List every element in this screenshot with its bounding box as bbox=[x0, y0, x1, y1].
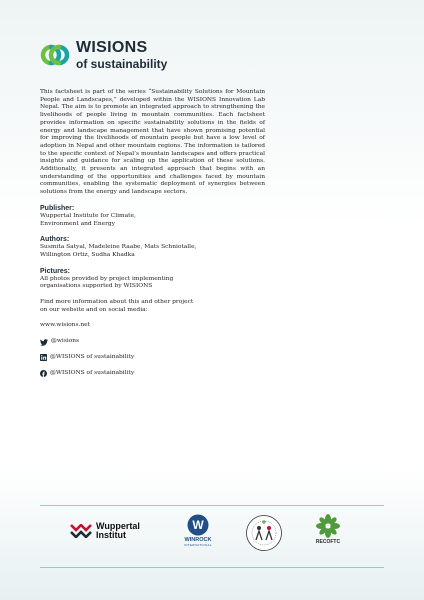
wuppertal-logo bbox=[70, 522, 140, 540]
recoftc-flower-icon bbox=[315, 513, 341, 539]
brand-name: WISIONS bbox=[76, 39, 148, 56]
twitter-icon bbox=[40, 339, 48, 346]
wuppertal-line2: Institut bbox=[96, 530, 126, 540]
intro-paragraph: This factsheet is part of the series “Sustainability Solutions for Mountain People and Landscapes,” developed within the WISIONS Innovation Lab Nepal. The aim is to promote an integrated approach to strengthening the livelihoods of people living in mountain communities. Each factsheet provides information on specific sustainability solutions in the fields of energy and landscape management that have shown promising potential for improving the livelihoods of mountain people but have a low level of adoption in Nepal and other mountain regions. The information is tailored to the specific context of Nepal’s mountain landscapes and offers practical insights and guidance for scaling up the application of these solutions. Additionally, it presents an integrated approach that begins with an understanding of the opportunities and challenges faced by mountain communities, enabling the systematic deployment of synergies between solutions from the energy and landscape sectors. bbox=[40, 89, 265, 196]
more-info-text: Find more information about this and other project on our website and on social media: bbox=[40, 299, 194, 313]
social-facebook[interactable] bbox=[40, 370, 265, 378]
linkedin-icon bbox=[40, 354, 47, 361]
wuppertal-line1: Wuppertal bbox=[96, 521, 140, 531]
community-seal-icon bbox=[245, 514, 283, 552]
authors-heading: Authors: bbox=[40, 236, 70, 244]
community-seal-logo bbox=[245, 514, 283, 556]
twitter-handle: @wisions bbox=[51, 338, 80, 345]
pictures-text: All photos provided by project implementing organisations supported by WISIONS bbox=[40, 275, 174, 290]
winrock-emblem-icon bbox=[187, 514, 209, 536]
winrock-name: WINROCK bbox=[184, 537, 212, 543]
recoftc-logo bbox=[310, 513, 346, 545]
wuppertal-mark-icon bbox=[70, 524, 92, 538]
website-link[interactable]: www.wisions.net bbox=[40, 322, 91, 329]
svg-text:W: W bbox=[192, 518, 204, 532]
publisher-heading: Publisher: bbox=[40, 204, 75, 212]
publisher-text: Wuppertal Institute for Climate, Environment and Energy bbox=[40, 212, 136, 227]
footer-divider-top bbox=[40, 505, 384, 506]
winrock-logo bbox=[180, 514, 216, 547]
factsheet-content bbox=[40, 89, 265, 377]
wisions-logo bbox=[40, 40, 167, 70]
wisions-rings-icon bbox=[40, 44, 70, 66]
winrock-sub: INTERNATIONAL bbox=[184, 543, 212, 547]
authors-text: Susmita Satyal, Madeleine Raabe, Mats Schniotalle, Willington Ortiz, Sudha Khadka bbox=[40, 244, 197, 258]
pictures-heading: Pictures: bbox=[40, 267, 70, 275]
recoftc-name: RECOFTC bbox=[315, 539, 341, 545]
social-linkedin[interactable] bbox=[40, 354, 265, 362]
brand-tagline: of sustainability bbox=[76, 57, 168, 71]
facebook-handle: @WISIONS of sustainability bbox=[50, 369, 135, 376]
footer-divider-bottom bbox=[40, 567, 384, 568]
partner-logos bbox=[40, 512, 384, 558]
facebook-icon bbox=[40, 370, 47, 377]
linkedin-handle: @WISIONS of sustainability bbox=[50, 353, 135, 360]
social-twitter[interactable] bbox=[40, 338, 265, 346]
